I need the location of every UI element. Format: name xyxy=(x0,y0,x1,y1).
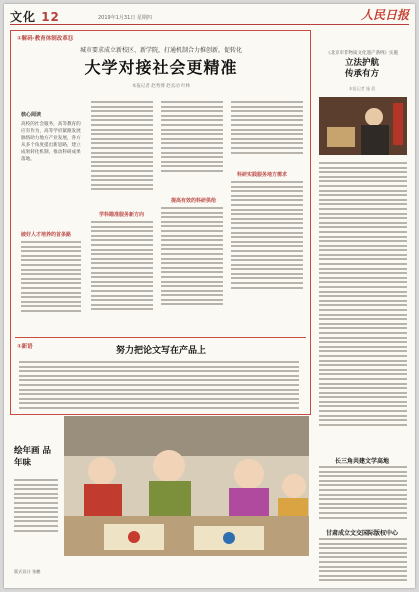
main-photo xyxy=(64,416,309,556)
subhead: 破好人才培养的首条路 xyxy=(21,232,72,238)
page-number: 12 xyxy=(41,10,60,24)
right-headline-line2: 传承有方 xyxy=(344,69,379,79)
commentary-headline[interactable]: 努力把论文写在产品上 xyxy=(115,346,206,356)
brief-body xyxy=(319,466,407,521)
photo-story-body xyxy=(14,479,58,534)
craftsman-photo-icon xyxy=(319,97,407,155)
article-byline: 本报记者 赵秀博 赵丞动 叶林 xyxy=(131,84,191,89)
article-deck: 城市要求成立新校区、新学院，打通机制合力推创新，促转化 xyxy=(79,47,242,54)
photo-story-headline[interactable]: 绘年画 品年味 xyxy=(14,446,51,468)
publication-date: 2019年1月31日 星期四 xyxy=(98,15,152,21)
body-text-column xyxy=(91,101,153,193)
subhead: 科研实践服务地方需求 xyxy=(237,172,288,178)
section-title xyxy=(10,8,60,25)
section-divider xyxy=(15,337,306,338)
body-text-column xyxy=(231,101,303,156)
body-text-column xyxy=(21,241,81,315)
column-kicker: ①解码·教育体制改革⑪ xyxy=(17,36,74,42)
newspaper-page xyxy=(4,4,415,588)
body-text-column xyxy=(231,181,303,291)
brief-body xyxy=(319,538,407,584)
masthead xyxy=(10,8,409,25)
subhead: 提高有效的科研供给 xyxy=(171,198,217,204)
right-headline[interactable] xyxy=(315,58,409,80)
body-text-column xyxy=(91,221,153,313)
body-text-column xyxy=(161,207,223,308)
right-photo xyxy=(319,97,407,155)
right-headline-line1: 立法护航 xyxy=(344,58,379,68)
right-body-text xyxy=(319,162,407,428)
children-painting-photo-icon xyxy=(64,416,309,556)
layout-editor: 版式设计 张鹏 xyxy=(14,569,41,574)
lede-title: 核心阅读 xyxy=(21,112,42,118)
feature-article xyxy=(10,30,311,415)
brief-headline[interactable]: 长三角共建文学高地 xyxy=(334,458,389,465)
right-column xyxy=(315,30,409,450)
brief-headline[interactable]: 甘肃成立文交国际版权中心 xyxy=(325,530,398,537)
body-text-column xyxy=(161,101,223,175)
subhead: 学科瞄准服务新方向 xyxy=(99,212,145,218)
right-kicker: 《北京市非物质文化遗产条例》实施 xyxy=(326,51,398,56)
article-headline[interactable]: 大学对接社会更精准 xyxy=(84,58,238,77)
newspaper-logo: 人民日报 xyxy=(360,8,409,22)
commentary-body xyxy=(19,361,299,412)
right-byline: 本报记者 施 晨 xyxy=(348,86,376,91)
section-name: 文化 xyxy=(10,10,37,24)
commentary-tag: ①新语 xyxy=(17,344,33,350)
lede-text: 高校的社会服务，高等教育的应有作为，高等学府紧跟发展脉络助力地方产业发展，各方从多个角度提出新思路，建立成果转化机制，推动科研成果落地。 xyxy=(21,122,81,162)
